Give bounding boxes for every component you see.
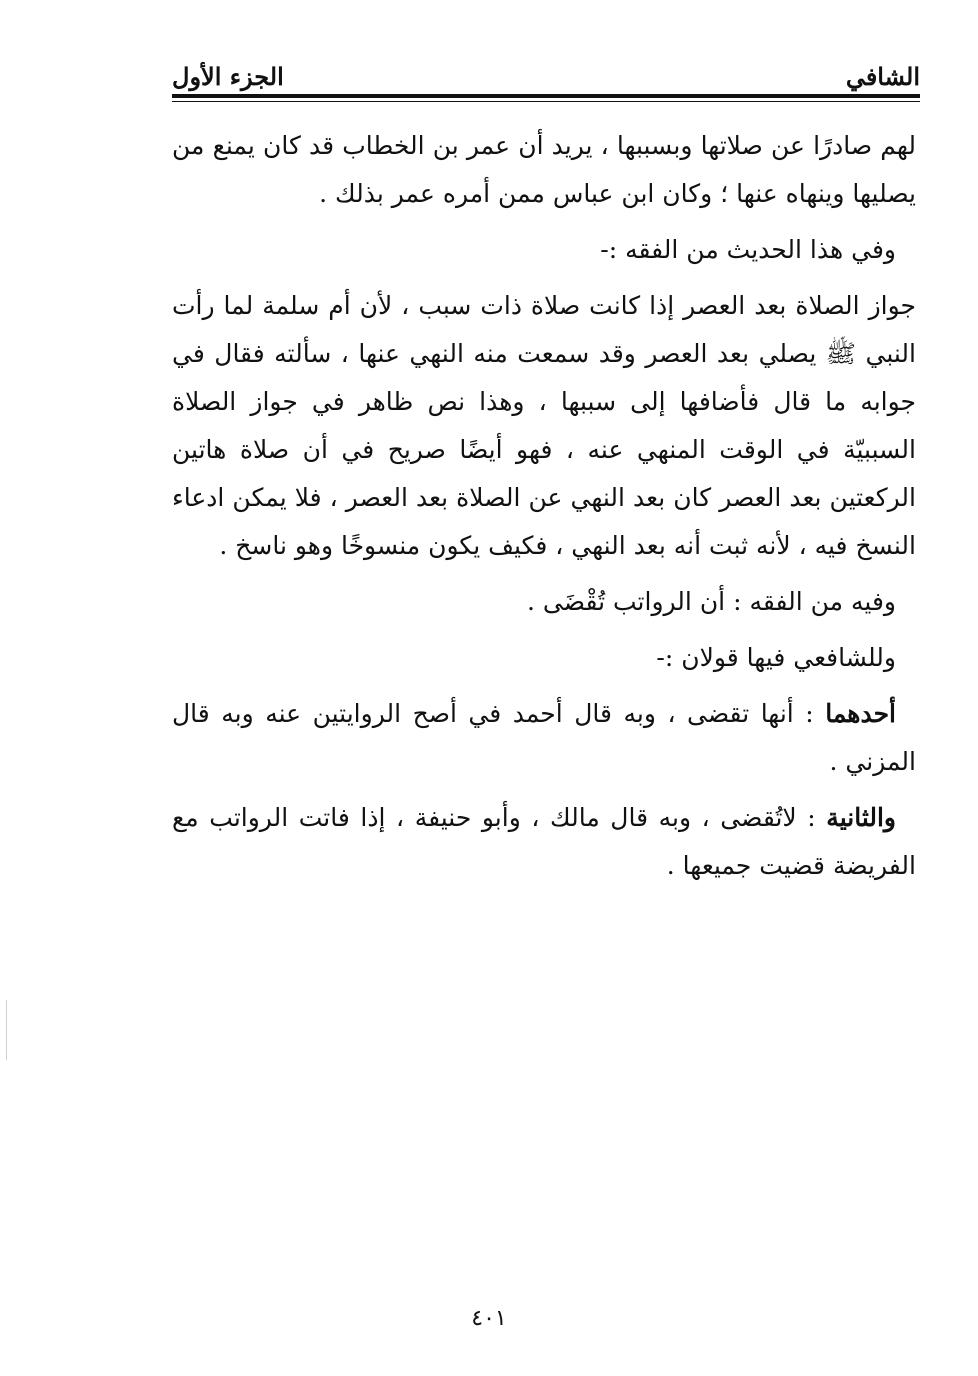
paragraph-text: لهم صادرًا عن صلاتها وبسببها ، يريد أن عمر بن الخطاب قد كان يمنع من يصليها وينهاه عنها ؛ وكان ابن عباس ممن أمره عمر بذلك . [172, 131, 916, 208]
opinion-lead: أحدهما [825, 699, 896, 728]
paragraph-shafii-opinions [172, 634, 916, 682]
paragraph-text: وفيه من الفقه : أن الرواتب تُقْضَى . [527, 587, 896, 616]
page-number: ٤٠١ [471, 1306, 507, 1331]
paragraph-opinion-two [172, 794, 916, 890]
paragraph-text: وفي هذا الحديث من الفقه :- [600, 235, 896, 264]
header-rule-thick [172, 94, 920, 98]
paragraph-continuation [172, 122, 916, 218]
body-text [172, 122, 916, 898]
running-header [172, 52, 920, 92]
paragraph-text: جواز الصلاة بعد العصر إذا كانت صلاة ذات سبب ، لأن أم سلمة لما رأت النبي ﷺ يصلي بعد العصر وقد سمعت منه النهي عنها ، سألته فقال في جوابه ما قال فأضافها إلى سببها ، وهذا نص ظاهر في جواز الصلاة السببيّة في الوقت المنهي عنه ، فهو أيضًا صريح في أن صلاة هاتين الركعتين بعد العصر كان بعد النهي عن الصلاة بعد العصر ، فلا يمكن ادعاء النسخ فيه ، لأنه ثبت أنه بعد النهي ، فكيف يكون منسوخًا وهو ناسخ . [172, 291, 916, 560]
paragraph-opinion-one [172, 690, 916, 786]
scan-artifact-line [6, 1000, 7, 1060]
paragraph-text: وللشافعي فيها قولان :- [656, 643, 896, 672]
paragraph-fiqh-intro [172, 226, 916, 274]
volume-label: الجزء الأول [172, 62, 284, 91]
book-title: الشافي [845, 62, 920, 91]
opinion-lead: والثانية [826, 803, 896, 832]
paragraph-asr-prayer [172, 282, 916, 570]
paragraph-text: : أنها تقضى ، وبه قال أحمد في أصح الروايتين عنه وبه قال المزني . [172, 699, 916, 776]
paragraph-text: : لاتُقضى ، وبه قال مالك ، وأبو حنيفة ، إذا فاتت الرواتب مع الفريضة قضيت جميعها . [172, 803, 916, 880]
header-rule-thin [172, 101, 920, 102]
paragraph-rawatib [172, 578, 916, 626]
